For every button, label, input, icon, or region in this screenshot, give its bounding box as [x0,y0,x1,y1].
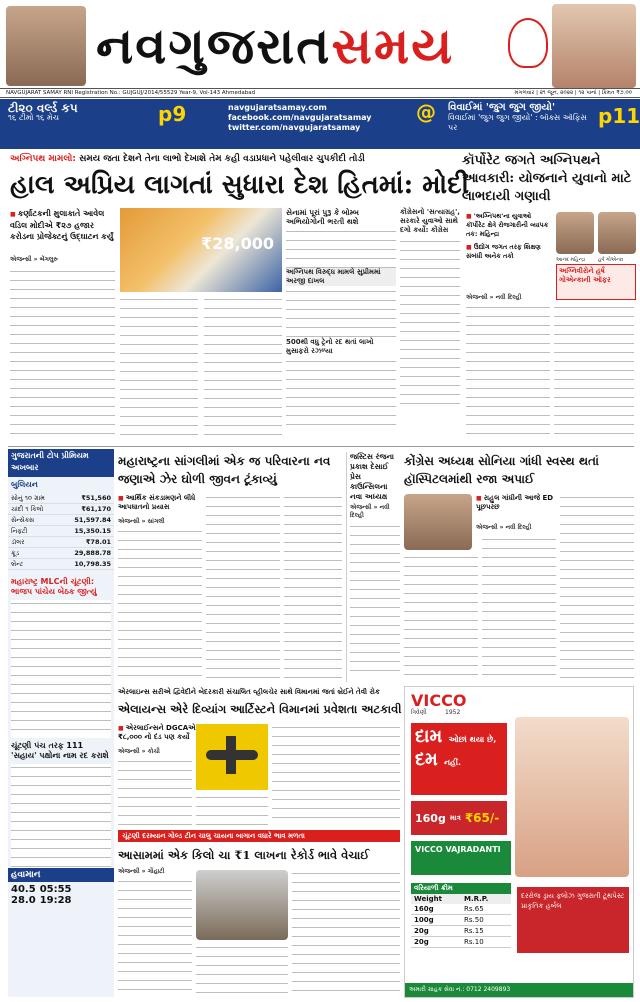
sangli-col-3 [284,494,342,682]
airline-col-2 [196,794,268,826]
market-row-value: ₹61,170 [81,505,111,513]
weather-title: હવામાન [8,868,114,882]
assam-col-1 [118,878,192,996]
side-bullet-2: ■ ઉદ્યોગ જગત તરફ શિક્ષણ સંબંધી અનેક તકો [466,243,552,261]
desai-headline[interactable]: જસ્ટિસ રંજના પ્રકાશ દેસાઈ પ્રેસ કાઉન્સિલના નવા અધ્યક્ષ [350,452,394,501]
price-row-weight: 20g [414,927,429,935]
sangli-bullet: ■ આર્થિક સંકડામણને લીધે આપઘાતનો પ્રયાસ [118,494,218,518]
desai-dateline: એજન્સી » નવી દિલ્હી [350,504,390,519]
lead-col-4-sub2: 500થી વધુ ટ્રેનો રદ થતાં લાખો મુસાફરો રઝળ્યા [286,338,374,355]
side-top-dateline: એજન્સી » નવી દિલ્હી [466,294,522,301]
price-row [411,904,511,915]
at-icon: @ [416,100,436,124]
cricketer-photo [6,6,86,86]
promo-right-sub: વિવાઈમાં 'જુગ જુગ જીયો' : બૉક્સ ઑફિસ પર [448,113,587,132]
price-row-weight: 20g [414,938,429,946]
airline-headline[interactable]: એલાયન્સ એરે દિવ્યાંગ આર્ટિસ્ટને વિમાનમાં પ્રવેશતા અટકાવી [118,702,402,716]
lead-strip [10,152,395,166]
side-top-col-1 [466,304,550,442]
assam-headline[interactable]: આસામમાં એક કિલો ચા ₹1 લાખના રેકોર્ડ ભાવે વેચાઈ [118,848,370,862]
market-row-label: સેન્સેક્સ [11,516,35,524]
promo-left-sub: ૧૬ ટીમો ૧૬ મેચ [8,113,60,122]
date-line: મંગળવાર | ૨૧ જૂન, ૨૦૨૨ | ૧૨ પાનાં | કિંમત ₹૭.૦૦ [514,90,632,96]
mlc-story-title[interactable]: મહારાષ્ટ્ર MLCની ચૂંટણી: ભાજપ પાંચેય બેઠક જીત્યું [11,577,97,596]
model-photo [515,717,629,877]
promo-left[interactable] [8,103,198,145]
vicco-brand-sub: ત્રિવેણી [411,709,427,716]
sonia-col-1 [404,554,478,682]
price-rows [411,904,511,948]
sangli-col-1 [118,528,202,682]
airline-col-3 [272,724,400,826]
registration-ribbon [0,88,640,98]
dam-text-1: દામ [415,726,443,747]
anand-mahindra-photo [556,212,594,254]
price-row [411,926,511,937]
lead-headline[interactable]: હાલ અપ્રિય લાગતાં સુધારા દેશ હિતમાં: મોદી [10,170,470,200]
price-row-mrp: Rs.10 [464,938,484,946]
side-top-bullets [466,212,552,292]
market-label: બુલિયન [11,480,38,489]
ad-info-box [517,887,629,953]
market-row-label: નિફ્ટી [11,527,28,535]
side-top-headline[interactable]: કૉર્પોરેટ જગતે અગ્નિપથને આવકારી: યોજનાને યુવાનો માટે લાભદાયી ગણાવી [462,153,632,204]
sonia-bullet: ■ રાહુલ ગાંધીની આજે ED પૂછપરછ [476,494,556,522]
market-row-label: બ્રેન્ટ [11,560,24,568]
ad-footer: અમારી ગ્રાહક સેવા નં.: 0712 2409893 [405,983,633,997]
gujarat-box-title: ગુજરાતની ટોપ પ્રીમિયમ અખબાર [8,449,114,477]
lead-bullet-1-text: ■ કર્ણાટકની મુલાકાતે આવેલ વડિલ મોદીએ ₹૨૭ હજાર કરોડના પ્રોજેક્ટનું ઉદ્ઘાટન કર્યું [10,208,115,242]
lead-col-4-heading: સેનામાં પૂરાં પુરૂ કે બોમ્બ અભિયોગોની ભરતી થશે [286,208,359,226]
market-row-value: 29,888.78 [74,549,111,557]
actress-photo [552,4,636,88]
congress-box [400,208,460,442]
offer-badge [411,801,507,835]
caption-mahindra: આનંદ મહિન્દ્રા [556,257,586,263]
lead-col-1-text [10,268,115,442]
masthead [0,0,640,88]
ad-info-1: દરરોજ ડ્રાય ફ્લોઝ ગુજરાતી ટૂથપેસ્ટ [521,892,625,900]
promo-right-page: p11 [598,104,640,128]
promo-links [228,103,428,145]
dam-text-2: ઓછાં થયા છે, [448,735,497,744]
assam-col-2 [196,944,288,996]
sangli-col-2 [206,494,280,682]
facebook-link[interactable]: facebook.com/navgujaratsamay [228,113,372,122]
market-row [8,526,114,537]
price-row [411,937,511,948]
market-row-value: 10,798.35 [74,560,111,568]
temp-min: 28.0 [11,895,36,906]
promo-right[interactable] [448,102,640,145]
sangli-headline[interactable]: મહારાષ્ટ્રના સાંગલીમાં એક જ પરિવારના નવ જણાએ ઝેર ઘોળી જીવન ટૂંકાવ્યું [118,454,331,486]
registration-text: NAVGUJARAT SAMAY RNI Registration No.: GUJGUJ/2014/55529 Year-9, Vol-143 Ahmedabad [6,90,256,96]
dam-banner [411,723,507,795]
market-row-label: સોનું ૧૦ ગ્રામ [11,494,45,502]
side-bullet-1: ■ 'અગ્નિપથ'ના યુવાઓ કૉર્પોરેટ ક્ષેત્રે રોજગારીની વ્યાપક તક: મહિન્દ્રા [466,212,552,239]
sonia-dateline: એજન્સી » નવી દિલ્હી [476,524,532,531]
logo-part-2: સમય [331,16,455,75]
sunset-time: 19:28 [39,895,72,906]
assam-strip: ચૂંટણી દરમ્યાન ગોલ્ડ ટીન ચાલુ ચાયના બાગાન વધારે ભાવ મળતા [118,830,400,842]
promo-left-title: ટી૨૦ વર્લ્ડ કપ [8,101,78,115]
table-header-mrp: M.R.P. [464,895,489,903]
sonia-col-2 [482,536,556,682]
sonia-headline[interactable]: કોંગ્રેસ અધ્યક્ષ સોનિયા ગાંધી સ્વસ્થ થતાં હૉસ્પિટલમાંથી રજા અપાઈ [404,454,599,486]
sonia-gandhi-photo [404,494,472,550]
lead-photo [120,208,282,292]
market-row-value: 15,350.15 [74,527,111,535]
lead-dateline: એજન્સી » બેંગલુરુ [10,256,58,263]
caption-goenka: હર્ષ ગોએન્કા [598,257,624,263]
assam-dateline: એજન્સી » ગૌહાટી [118,868,165,875]
lead-photo-overlay: ₹28,000 [201,234,274,253]
lead-strip-text: સમય જતા દેશને તેના લાભો દેખાશે તેમ કહી વડાપ્રધાને પહેલીવાર ચુપકીદી તોડી [79,154,365,164]
offer-price: ₹65/- [464,811,500,825]
gujarat-sidebar [8,449,114,997]
airline-bullet: ■ એરલાઈન્સને DGCAએ ₹૮,૦૦૦ નો દંડ પણ કર્યો [118,724,218,746]
dam-text-3: દમ [415,749,438,770]
promo-right-title: વિવાઈમાં 'જુગ જુગ જીયો' [448,102,556,113]
lead-strip-kicker: અગ્નિપથ મામલો: [10,154,76,164]
sunrise-time: 05:55 [39,884,72,895]
temp-max: 40.5 [11,884,36,895]
toothpaste-pack: VICCO VAJRADANTI [411,841,511,875]
airline-strip: એરલાઇન્સ સરીએ દ્વિવેદીને બેદરકારી સંચાલિત વ્હીલચેર સાથે વિમાનમાં જતાં બ્રેઈને તેવી રોક [118,688,380,696]
price-row-weight: 160g [414,905,434,913]
market-row-label: ચાંદી ૧ કિલો [11,505,44,513]
market-row-value: 51,597.84 [74,516,111,524]
congress-heading: કોંગ્રેસનો 'સત્યાગ્રહ', સરકારે યુવાઓ સાથે દગો કર્યો: કોંગ્રેસ [400,208,460,234]
market-row-value: ₹51,560 [81,494,111,502]
market-row [8,515,114,526]
ad-info-2: પ્રાકૃતિક હર્બલ [521,902,562,910]
market-row [8,537,114,548]
market-row [8,559,114,570]
vicco-brand: VICCO [411,691,467,710]
table-header-weight: Weight [414,895,442,903]
price-row-mrp: Rs.65 [464,905,484,913]
assam-col-3 [292,870,400,996]
market-row-value: ₹78.01 [85,538,111,546]
promo-bar [0,99,640,149]
ec-story-title[interactable]: ચૂંટણી પંચ તરફ 111 'સહાય' પક્ષોના નામ રદ કરાશે [11,741,109,760]
price-table-title: વરિયાળી ક્રીમ [411,883,511,894]
lead-col-3-text [204,296,282,442]
market-table [8,493,114,570]
price-table [411,883,511,948]
price-row [411,915,511,926]
side-top-col-2 [554,304,634,442]
price-row-mrp: Rs.50 [464,916,484,924]
offer-weight: 160g [415,811,446,825]
offer-only: માત્ર [449,813,461,822]
airline-dateline: એજન્સી » કોચી [118,748,160,755]
dam-text-4: નહીં. [444,758,462,767]
promo-left-page: p9 [158,102,187,126]
price-row-weight: 100g [414,916,434,924]
goenka-offer-box [556,264,636,300]
goenka-offer-text: અગ્નિવીરોને હર્ષ ગોએન્કાની ઑફર [559,267,611,284]
market-row [8,548,114,559]
harsh-goenka-photo [598,212,636,254]
lead-col-2-text [120,296,198,442]
tea-photo [196,870,288,940]
divider-1 [8,446,634,447]
website-link[interactable]: navgujaratsamay.com [228,103,327,112]
market-row-label: ક્રૂડ [11,549,20,557]
market-row-label: ડૉલર [11,538,25,546]
market-row [8,504,114,515]
newspaper-logo [96,14,536,78]
sangli-dateline: એજન્સી » સાંગલી [118,518,165,525]
logo-part-1: નવગુજરાત [96,16,332,75]
desai-story [346,452,400,682]
market-row [8,493,114,504]
lead-col-4 [286,208,396,442]
twitter-link[interactable]: twitter.com/navgujaratsamay [228,123,361,132]
lead-col-4-sub1: અગ્નિપથ વિરુદ્ધ મામલે સુપ્રીમમાં અરજી દાખલ [286,268,396,286]
sonia-col-3 [560,494,634,682]
lion-emblem-icon [508,18,548,68]
vicco-ad[interactable] [404,686,634,998]
airline-col-1 [118,758,192,826]
price-row-mrp: Rs.15 [464,927,484,935]
airplane-graphic [196,724,268,790]
vicco-year: 1952 [445,709,461,716]
